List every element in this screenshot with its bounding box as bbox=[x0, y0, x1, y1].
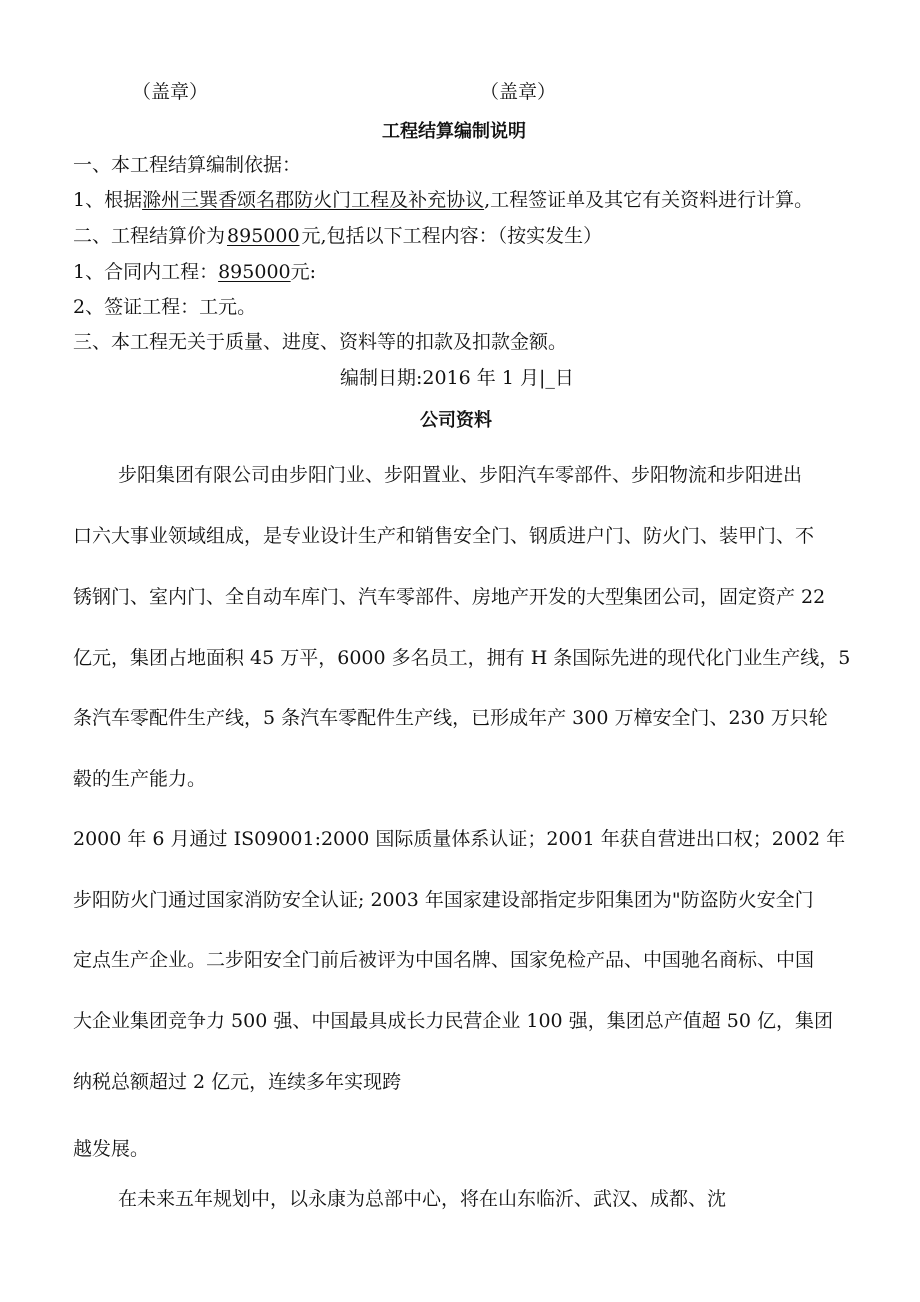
contract-work-suffix: 元: bbox=[290, 261, 317, 283]
compile-date: 编制日期:2016 年 1 月|_日 bbox=[340, 367, 574, 389]
company-para1-line: 条汽车零配件生产线，5 条汽车零配件生产线，已形成年产 300 万樟安全门、230 万只轮 bbox=[73, 707, 828, 729]
company-para2-line: 2000 年 6 月通过 IS09001:2000 国际质量体系认证；2001 年获自营进出口权；2002 年 bbox=[73, 828, 846, 850]
company-para4: 在未来五年规划中，以永康为总部中心，将在山东临沂、武汉、成都、沈 bbox=[118, 1188, 727, 1210]
visa-work-line: 2、签证工程：工元。 bbox=[73, 296, 257, 318]
company-para3: 越发展。 bbox=[73, 1138, 150, 1160]
company-para1-line: 锈钢门、室内门、全自动车库门、汽车零部件、房地产开发的大型集团公司，固定资产 22 bbox=[73, 586, 826, 608]
company-para2-line: 步阳防火门通过国家消防安全认证; 2003 年国家建设部指定步阳集团为"防盗防火安全门 bbox=[73, 889, 814, 911]
company-para1-line: 亿元，集团占地面积 45 万平，6000 多名员工，拥有 H 条国际先进的现代化门业生产线，5 bbox=[73, 647, 851, 669]
contract-work-prefix: 1、合同内工程： bbox=[73, 261, 219, 283]
company-title: 公司资料 bbox=[420, 410, 492, 431]
section1-heading: 一、本工程结算编制依据： bbox=[73, 154, 302, 176]
stamp-left: （盖章） bbox=[132, 81, 209, 103]
item1-suffix: ,工程签证单及其它有关资料进行计算。 bbox=[484, 189, 814, 211]
contract-work-line bbox=[73, 260, 316, 284]
company-para2-line: 定点生产企业。二步阳安全门前后被评为中国名牌、国家免检产品、中国驰名商标、中国 bbox=[73, 949, 815, 971]
item1-prefix: 1、根据 bbox=[73, 189, 143, 211]
settlement-title: 工程结算编制说明 bbox=[382, 121, 526, 142]
settlement-amount: 895000 bbox=[227, 225, 300, 247]
section2-prefix: 二、工程结算价为 bbox=[73, 225, 226, 247]
contract-work-amount: 895000 bbox=[218, 261, 291, 283]
item1-line bbox=[73, 188, 813, 212]
item1-contract-name: 滁州三巽香颂名郡防火门工程及补充协议 bbox=[142, 189, 485, 211]
section3-line: 三、本工程无关于质量、进度、资料等的扣款及扣款金额。 bbox=[73, 331, 568, 353]
company-para1-line: 毂的生产能力。 bbox=[73, 768, 207, 790]
section2-line bbox=[73, 224, 602, 248]
company-para1-line: 口六大事业领域组成，是专业设计生产和销售安全门、钢质进户门、防火门、装甲门、不 bbox=[73, 525, 815, 547]
company-para2-line: 纳税总额超过 2 亿元，连续多年实现跨 bbox=[73, 1071, 402, 1093]
company-para2-line: 大企业集团竞争力 500 强、中国最具成长力民营企业 100 强，集团总产值超 50 亿，集团 bbox=[73, 1010, 833, 1032]
section2-suffix: 元,包括以下工程内容：（按实发生） bbox=[301, 225, 603, 247]
stamp-right: （盖章） bbox=[480, 81, 557, 103]
company-para1-line: 步阳集团有限公司由步阳门业、步阳置业、步阳汽车零部件、步阳物流和步阳进出 bbox=[118, 464, 803, 486]
